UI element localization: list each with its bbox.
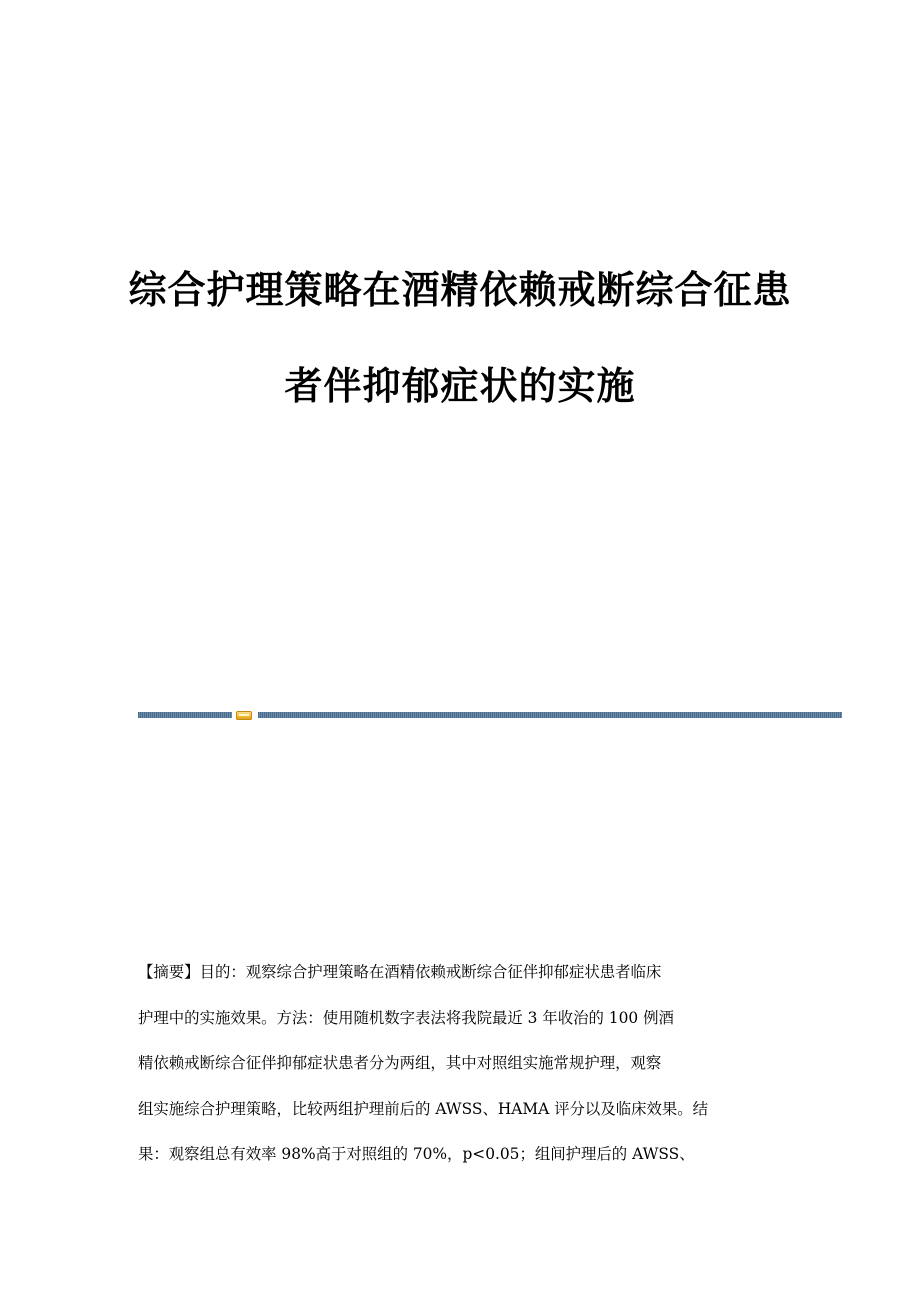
divider-bar-left xyxy=(138,712,232,718)
divider-ornament-icon xyxy=(236,711,252,720)
document-title-line-1: 综合护理策略在酒精依赖戒断综合征患 xyxy=(128,267,792,312)
document-title-line-2: 者伴抑郁症状的实施 xyxy=(284,363,636,408)
abstract-line: 精依赖戒断综合征伴抑郁症状患者分为两组，其中对照组实施常规护理，观察 xyxy=(138,1054,662,1072)
abstract-paragraph xyxy=(138,950,778,1178)
section-divider xyxy=(138,711,842,720)
divider-bar-right xyxy=(258,712,842,718)
abstract-line: 果：观察组总有效率 98%高于对照组的 70%，p<0.05；组间护理后的 AWSS、 xyxy=(138,1145,695,1163)
abstract-line: 护理中的实施效果。方法：使用随机数字表法将我院最近 3 年收治的 100 例酒 xyxy=(138,1008,674,1027)
abstract-line: 组实施综合护理策略，比较两组护理前后的 AWSS、HAMA 评分以及临床效果。结 xyxy=(138,1099,709,1118)
abstract-line: 【摘要】目的：观察综合护理策略在酒精依赖戒断综合征伴抑郁症状患者临床 xyxy=(138,963,662,981)
